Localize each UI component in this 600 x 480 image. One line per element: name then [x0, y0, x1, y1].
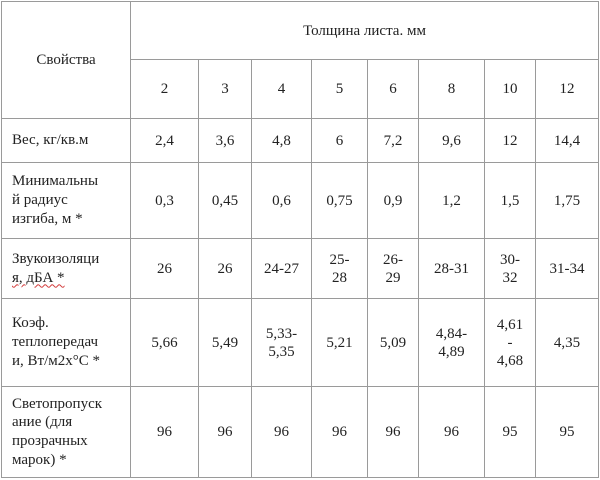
value-line: 4,35: [553, 334, 581, 351]
value-line: 96: [157, 424, 172, 440]
value-cell: [536, 299, 599, 387]
value-line: 1,75: [553, 192, 581, 209]
value-line: 95: [502, 424, 518, 440]
value-line: 0,75: [326, 192, 353, 209]
value-cell: [419, 163, 485, 239]
value-line: 5,21: [326, 334, 353, 351]
value-line: 26: [217, 260, 233, 277]
properties-table: [1, 1, 599, 478]
thickness-value-cell: [536, 60, 599, 119]
value-line: 29: [385, 269, 401, 286]
row-label-line: я, дБА *: [12, 269, 65, 286]
value-line: -: [507, 334, 513, 351]
row-label-cell: [2, 387, 131, 478]
value-line: 96: [332, 424, 347, 440]
value-cell: [368, 119, 419, 163]
value-cell: [131, 387, 199, 478]
row-label-cell: [2, 163, 131, 239]
value-line: 96: [274, 424, 289, 440]
value-line: 0,45: [211, 192, 239, 209]
value-cell: [419, 239, 485, 299]
thickness-value-cell: [368, 60, 419, 119]
value-line: 5,09: [379, 334, 407, 351]
row-label-cell: [2, 239, 131, 299]
value-line: 4,89: [438, 343, 465, 360]
value-cell: [485, 387, 536, 478]
value-line: 96: [385, 424, 401, 440]
value-line: 24-27: [264, 260, 299, 277]
row-label-line: Минимальны: [12, 173, 99, 190]
value-cell: [536, 163, 599, 239]
value-line: 4,8: [272, 132, 291, 149]
value-cell: [419, 119, 485, 163]
value-cell: [312, 239, 368, 299]
value-cell: [312, 119, 368, 163]
value-cell: [485, 299, 536, 387]
value-cell: [485, 239, 536, 299]
value-line: 32: [502, 269, 518, 286]
value-cell: [419, 299, 485, 387]
value-cell: [485, 163, 536, 239]
value-line: 0,9: [383, 192, 403, 209]
value-line: 1,5: [500, 192, 520, 209]
table-row: [2, 299, 599, 387]
thickness-value: 3: [221, 81, 229, 97]
value-cell: [536, 239, 599, 299]
value-cell: [199, 119, 252, 163]
value-cell: [312, 387, 368, 478]
properties-header-cell: [2, 2, 131, 119]
value-cell: [252, 239, 312, 299]
value-line: 7,2: [383, 132, 403, 149]
row-label-line: теплопередач: [12, 334, 99, 351]
table-row: [2, 239, 599, 299]
value-line: 26: [157, 260, 172, 277]
table-row: [2, 387, 599, 478]
value-cell: [419, 387, 485, 478]
row-label-line: Вес, кг/кв.м: [12, 132, 89, 149]
value-cell: [252, 299, 312, 387]
row-label-line: и, Вт/м2х°С *: [12, 352, 101, 369]
value-line: 28: [332, 269, 347, 286]
value-cell: [312, 163, 368, 239]
value-cell: [536, 387, 599, 478]
thickness-value-cell: [199, 60, 252, 119]
value-line: 4,84-: [435, 325, 468, 342]
value-line: 96: [444, 424, 459, 440]
value-cell: [131, 163, 199, 239]
value-line: 0,6: [272, 192, 291, 209]
thickness-value-cell: [312, 60, 368, 119]
value-cell: [536, 119, 599, 163]
thickness-value: 10: [502, 81, 518, 97]
row-label-line: Светопропуск: [12, 395, 103, 412]
value-line: 31-34: [549, 260, 585, 277]
value-line: 5,35: [268, 343, 295, 360]
value-line: 1,2: [442, 192, 461, 209]
row-label-line: й радиус: [12, 192, 68, 209]
value-line: 9,6: [442, 132, 461, 149]
thickness-value: 2: [160, 81, 169, 97]
row-label-line: Коэф.: [12, 315, 49, 332]
thickness-value-cell: [419, 60, 485, 119]
value-line: 4,61: [496, 316, 524, 333]
value-cell: [368, 299, 419, 387]
value-line: 5,49: [211, 334, 239, 351]
row-label-cell: [2, 119, 131, 163]
thickness-value: 4: [277, 81, 286, 97]
value-line: 26-: [383, 251, 403, 268]
value-cell: [485, 119, 536, 163]
value-cell: [199, 387, 252, 478]
value-line: 14,4: [553, 132, 581, 149]
value-cell: [252, 387, 312, 478]
properties-header: Свойства: [36, 52, 96, 68]
value-cell: [312, 299, 368, 387]
value-line: 6: [335, 132, 344, 149]
value-line: 4,68: [496, 352, 524, 369]
value-cell: [199, 163, 252, 239]
row-label-line: ание (для: [12, 414, 73, 431]
value-cell: [131, 119, 199, 163]
row-label-line: изгиба, м *: [12, 210, 83, 227]
value-line: 96: [217, 424, 233, 440]
value-line: 5,33-: [265, 325, 298, 342]
table-row: [2, 119, 599, 163]
thickness-value-cell: [485, 60, 536, 119]
thickness-value-cell: [131, 60, 199, 119]
value-cell: [368, 387, 419, 478]
value-cell: [131, 299, 199, 387]
value-cell: [368, 239, 419, 299]
row-label-line: Звукоизоляци: [12, 250, 100, 267]
row-label-cell: [2, 299, 131, 387]
value-cell: [368, 163, 419, 239]
value-line: 25-: [329, 251, 350, 268]
thickness-header-cell: [131, 2, 599, 60]
row-label-line: прозрачных: [12, 433, 88, 449]
value-cell: [252, 163, 312, 239]
value-line: 95: [559, 424, 575, 440]
value-line: 5,66: [151, 334, 178, 351]
value-line: 12: [502, 132, 518, 149]
value-cell: [131, 239, 199, 299]
row-label-line: марок) *: [12, 451, 67, 468]
header-row: [2, 2, 599, 60]
value-line: 2,4: [155, 132, 174, 149]
thickness-value-cell: [252, 60, 312, 119]
value-cell: [199, 299, 252, 387]
thickness-value: 8: [447, 81, 456, 97]
thickness-header: Толщина листа. мм: [303, 22, 426, 39]
value-line: 3,6: [215, 132, 235, 149]
value-line: 0,3: [155, 192, 174, 209]
table-row: [2, 163, 599, 239]
thickness-value: 6: [389, 81, 397, 97]
value-line: 28-31: [434, 260, 469, 277]
thickness-value: 5: [335, 81, 344, 97]
thickness-value: 12: [559, 81, 575, 97]
value-cell: [199, 239, 252, 299]
value-line: 30-: [500, 251, 520, 268]
value-cell: [252, 119, 312, 163]
